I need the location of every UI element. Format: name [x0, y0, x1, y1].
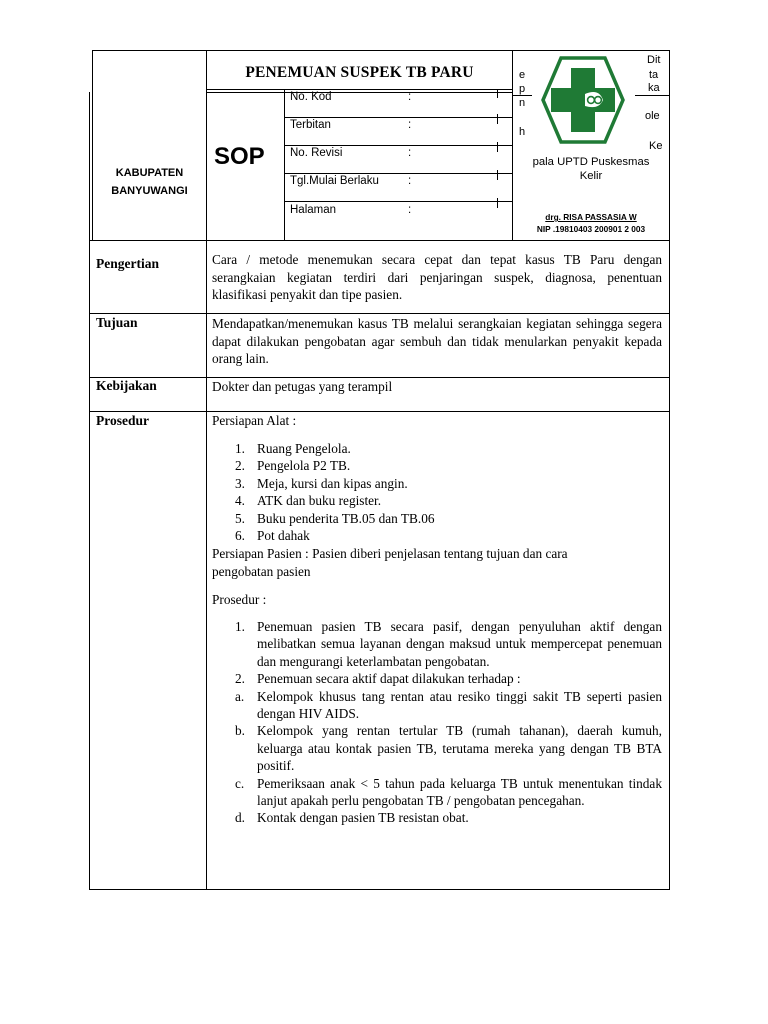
field-line-2	[284, 145, 513, 146]
prosedur-label: Prosedur	[96, 413, 149, 428]
row-line-pengertian-bottom	[89, 313, 670, 314]
pengertian-label: Pengertian	[96, 256, 159, 271]
alat-heading: Persiapan Alat :	[212, 413, 297, 428]
frame-top	[92, 50, 670, 51]
list-item: 1. Ruang Pengelola.	[235, 441, 351, 456]
pengertian-text: Cara / metode menemukan secara cepat dan tepat kasus TB Paru dengan serangkaian kegiatan terdiri dari penjaringan suspek, diagnosa, penentuan klasifikasi penyakit dan tipe pasien.	[212, 252, 662, 303]
body-col-divider	[206, 240, 207, 890]
field-no-kod-sep: :	[408, 91, 412, 103]
list-item: 3. Meja, kursi dan kipas angin.	[235, 475, 408, 491]
frame-right	[669, 50, 670, 890]
puskesmas-logo-icon	[541, 56, 625, 144]
field-line-1	[284, 117, 513, 118]
field-tgl-berlaku-sep: :	[408, 175, 412, 187]
approval-frag-ta: ta	[649, 69, 659, 81]
list-item: c. Pemeriksaan anak < 5 tahun pada keluarga TB untuk menentukan tindak lanjut apakah perlu pengobatan TB / pengobatan pencegahan.	[235, 775, 662, 809]
prosedur-heading: Prosedur :	[212, 592, 267, 607]
field-halaman-label: Halaman	[290, 204, 337, 216]
tujuan-text: Mendapatkan/menemukan kasus TB melalui serangkaian kegiatan sehingga segera dapat dilakukan pengobatan agar sembuh dan tidak menularkan penyakit kepada orang lain.	[212, 316, 662, 367]
field-tick-5	[497, 198, 498, 208]
field-no-revisi-label: No. Revisi	[290, 147, 343, 159]
list-item: 1. Penemuan pasien TB secara pasif, dengan penyuluhan aktif dengan melibatkan semua layanan dengan maksud untuk mempercepat penemuan dan mengurangi keterlambatan pengobatan.	[235, 619, 662, 669]
field-halaman-sep: :	[408, 204, 412, 216]
row-line-header-bottom	[89, 240, 670, 241]
field-tick-2	[497, 114, 498, 124]
kebijakan-text: Dokter dan petugas yang terampil	[212, 379, 393, 394]
approval-frag-p: p	[519, 83, 526, 95]
field-no-kod-label: No. Kod	[290, 91, 332, 103]
field-tick-3	[497, 142, 498, 152]
title-underline	[206, 89, 513, 90]
approval-line-1: pala UPTD Puskesmas	[532, 156, 650, 168]
list-item: a. Kelompok khusus tang rentan atau resiko tinggi sakit TB seperti pasien dengan HIV AIDS.	[235, 688, 662, 722]
prosedur-steps	[212, 618, 662, 827]
approval-frag-ke: Ke	[649, 140, 663, 152]
field-terbitan-sep: :	[408, 119, 412, 131]
approval-stub-line-right	[635, 95, 670, 96]
persiapan-pasien-text: Persiapan Pasien : Pasien diberi penjelasan tentang tujuan dan cara pengobatan pasien	[212, 546, 568, 579]
region-name: KABUPATEN BANYUWANGI	[111, 167, 188, 197]
field-line-3	[284, 173, 513, 174]
list-item: 2. Pengelola P2 TB.	[235, 458, 351, 474]
signer-nip: NIP .19810403 200901 2 003	[536, 224, 646, 234]
approval-frag-ole: ole	[645, 110, 660, 122]
approval-frag-dit: Dit	[647, 54, 661, 66]
frame-bottom	[89, 889, 670, 890]
approval-frag-n: n	[519, 97, 526, 109]
field-tick-4	[497, 170, 498, 180]
document-title: PENEMUAN SUSPEK TB PARU	[245, 64, 474, 81]
frame-left	[92, 50, 93, 240]
frame-left-lower	[89, 92, 90, 890]
approval-line-2: Kelir	[579, 170, 603, 182]
approval-frag-e: e	[519, 69, 526, 81]
field-no-revisi-sep: :	[408, 147, 412, 159]
field-tgl-berlaku-label: Tgl.Mulai Berlaku	[290, 175, 379, 187]
kebijakan-label: Kebijakan	[96, 378, 157, 393]
field-line-4	[284, 201, 513, 202]
sop-label: SOP	[214, 143, 265, 170]
list-item: 4. ATK dan buku register.	[235, 493, 382, 509]
signer-name: drg. RISA PASSASIA W	[545, 212, 637, 222]
approval-frag-ka: ka	[648, 82, 660, 94]
tujuan-label: Tujuan	[96, 315, 138, 330]
list-item: 5. Buku penderita TB.05 dan TB.06	[235, 510, 435, 526]
field-terbitan-label: Terbitan	[290, 119, 331, 131]
alat-list	[212, 440, 662, 544]
approval-frag-h: h	[519, 126, 526, 138]
list-item: d. Kontak dengan pasien TB resistan obat.	[235, 810, 469, 826]
approval-stub-line	[512, 95, 532, 96]
list-item: b. Kelompok yang rentan tertular TB (rumah tahanan), daerah kumuh, keluarga atau kontak pasien TB, terutama mereka yang dengan TB BTA positif.	[235, 723, 662, 774]
title-underline-2	[206, 92, 513, 93]
list-item: 6. Pot dahak	[235, 528, 310, 544]
list-item: 2. Penemuan secara aktif dapat dilakukan terhadap :	[235, 671, 521, 687]
field-tick-1	[497, 90, 498, 98]
sop-divider	[284, 90, 285, 240]
